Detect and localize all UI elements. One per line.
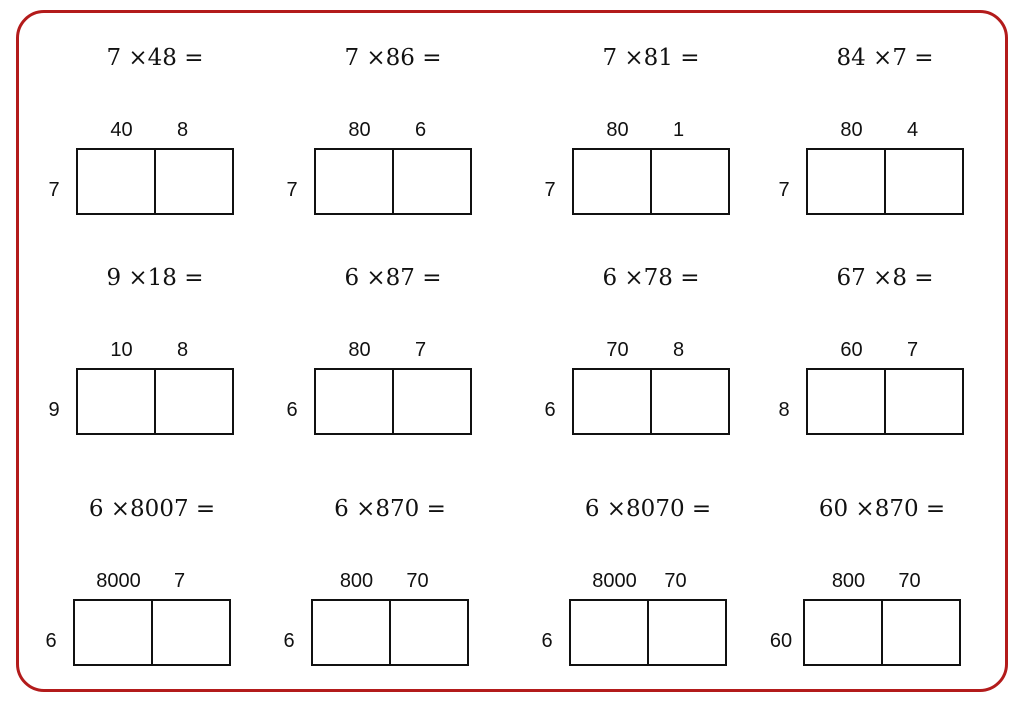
answer-cell-1[interactable] [574, 370, 650, 433]
answer-cell-1[interactable] [808, 370, 884, 433]
column-label-1: 80 [348, 339, 371, 361]
row-label: 7 [286, 179, 298, 201]
times-sign: × [624, 265, 644, 291]
factor-a: 84 [836, 45, 866, 71]
area-model-grid [806, 368, 964, 435]
column-label-1: 80 [348, 119, 371, 141]
column-label-1: 80 [606, 119, 629, 141]
factor-b: 78 [643, 265, 673, 291]
factor-a: 6 [344, 265, 360, 291]
problem-4 [770, 45, 1010, 245]
equals-sign: = [184, 45, 204, 71]
problem-7 [536, 265, 776, 465]
equals-sign: = [914, 45, 934, 71]
answer-cell-2[interactable] [151, 601, 229, 664]
area-model-grid [572, 148, 730, 215]
factor-a: 67 [836, 265, 866, 291]
area-model-grid [314, 148, 472, 215]
problem-3 [536, 45, 776, 245]
row-label: 6 [541, 630, 553, 652]
column-label-2: 7 [173, 570, 186, 592]
factor-a: 6 [602, 265, 618, 291]
row-label: 8 [778, 399, 790, 421]
equation [767, 496, 997, 522]
area-model-grid [311, 599, 469, 666]
answer-cell-1[interactable] [808, 150, 884, 213]
row-label: 7 [48, 179, 60, 201]
answer-cell-2[interactable] [884, 370, 962, 433]
column-label-1: 40 [110, 119, 133, 141]
answer-cell-2[interactable] [650, 150, 728, 213]
column-label-2: 70 [664, 570, 687, 592]
problem-6 [278, 265, 518, 465]
equals-sign: = [914, 265, 934, 291]
answer-cell-2[interactable] [647, 601, 725, 664]
equals-sign: = [195, 496, 216, 522]
times-sign: × [624, 45, 644, 71]
factor-b: 8 [892, 265, 907, 291]
column-label-1: 80 [840, 119, 863, 141]
answer-cell-2[interactable] [154, 370, 232, 433]
column-label-1: 800 [339, 570, 374, 592]
factor-a: 7 [106, 45, 122, 71]
factor-a: 6 [88, 496, 104, 522]
row-label: 60 [769, 630, 793, 652]
column-label-1: 10 [110, 339, 133, 361]
answer-cell-1[interactable] [574, 150, 650, 213]
equation [278, 265, 508, 291]
times-sign: × [855, 496, 875, 522]
equals-sign: = [680, 45, 700, 71]
problem-5 [40, 265, 280, 465]
answer-cell-1[interactable] [316, 150, 392, 213]
answer-cell-1[interactable] [75, 601, 151, 664]
times-sign: × [356, 496, 376, 522]
row-label: 9 [48, 399, 60, 421]
factor-a: 7 [344, 45, 360, 71]
factor-b: 87 [385, 265, 415, 291]
equals-sign: = [184, 265, 204, 291]
answer-cell-2[interactable] [881, 601, 959, 664]
factor-b: 870 [375, 496, 420, 522]
column-label-1: 8000 [592, 570, 637, 592]
area-model-grid [314, 368, 472, 435]
answer-cell-1[interactable] [78, 370, 154, 433]
row-label: 6 [544, 399, 556, 421]
factor-a: 7 [602, 45, 618, 71]
equals-sign: = [422, 45, 442, 71]
factor-b: 81 [643, 45, 673, 71]
factor-b: 8007 [130, 496, 189, 522]
column-label-2: 8 [672, 339, 685, 361]
problem-10 [278, 496, 518, 696]
column-label-2: 70 [898, 570, 921, 592]
factor-a: 6 [334, 496, 349, 522]
column-label-2: 7 [414, 339, 427, 361]
times-sign: × [873, 45, 893, 71]
times-sign: × [366, 265, 386, 291]
row-label: 6 [45, 630, 57, 652]
factor-b: 7 [892, 45, 907, 71]
row-label: 6 [283, 630, 295, 652]
answer-cell-1[interactable] [313, 601, 389, 664]
equation [536, 265, 766, 291]
column-label-1: 70 [606, 339, 629, 361]
area-model-grid [569, 599, 727, 666]
column-label-1: 800 [831, 570, 866, 592]
equals-sign: = [925, 496, 946, 522]
factor-b: 870 [874, 496, 919, 522]
column-label-2: 8 [176, 119, 189, 141]
problem-2 [278, 45, 518, 245]
column-label-1: 8000 [96, 570, 141, 592]
problem-11 [536, 496, 776, 696]
equals-sign: = [426, 496, 446, 522]
column-label-2: 8 [176, 339, 189, 361]
area-model-grid [73, 599, 231, 666]
answer-cell-2[interactable] [389, 601, 467, 664]
answer-cell-1[interactable] [571, 601, 647, 664]
equals-sign: = [422, 265, 442, 291]
factor-b: 18 [147, 265, 177, 291]
area-model-grid [803, 599, 961, 666]
problem-12 [770, 496, 1010, 696]
times-sign: × [366, 45, 386, 71]
answer-cell-1[interactable] [78, 150, 154, 213]
column-label-2: 7 [906, 339, 919, 361]
equation [40, 265, 270, 291]
factor-a: 9 [106, 265, 122, 291]
column-label-2: 4 [906, 119, 919, 141]
factor-b: 86 [385, 45, 415, 71]
area-model-grid [806, 148, 964, 215]
answer-cell-1[interactable] [805, 601, 881, 664]
answer-cell-2[interactable] [392, 150, 470, 213]
factor-a: 60 [818, 496, 849, 522]
equation [533, 496, 763, 522]
equation [40, 45, 270, 71]
row-label: 7 [544, 179, 556, 201]
equation [275, 496, 505, 522]
times-sign: × [873, 265, 893, 291]
times-sign: × [128, 265, 148, 291]
problem-8 [770, 265, 1010, 465]
column-label-2: 6 [414, 119, 427, 141]
equation [536, 45, 766, 71]
area-model-grid [76, 368, 234, 435]
problem-1 [40, 45, 280, 245]
factor-a: 6 [584, 496, 600, 522]
equation [278, 45, 508, 71]
answer-cell-2[interactable] [392, 370, 470, 433]
equals-sign: = [691, 496, 712, 522]
answer-cell-1[interactable] [316, 370, 392, 433]
equation [770, 265, 1000, 291]
factor-b: 48 [147, 45, 177, 71]
equals-sign: = [680, 265, 700, 291]
factor-b: 8070 [626, 496, 685, 522]
area-model-grid [572, 368, 730, 435]
equation [770, 45, 1000, 71]
answer-cell-2[interactable] [650, 370, 728, 433]
column-label-1: 60 [840, 339, 863, 361]
area-model-grid [76, 148, 234, 215]
row-label: 7 [778, 179, 790, 201]
column-label-2: 70 [406, 570, 429, 592]
row-label: 6 [286, 399, 298, 421]
times-sign: × [606, 496, 627, 522]
column-label-2: 1 [672, 119, 685, 141]
answer-cell-2[interactable] [884, 150, 962, 213]
times-sign: × [128, 45, 148, 71]
times-sign: × [110, 496, 131, 522]
answer-cell-2[interactable] [154, 150, 232, 213]
problem-9 [40, 496, 280, 696]
equation [37, 496, 267, 522]
